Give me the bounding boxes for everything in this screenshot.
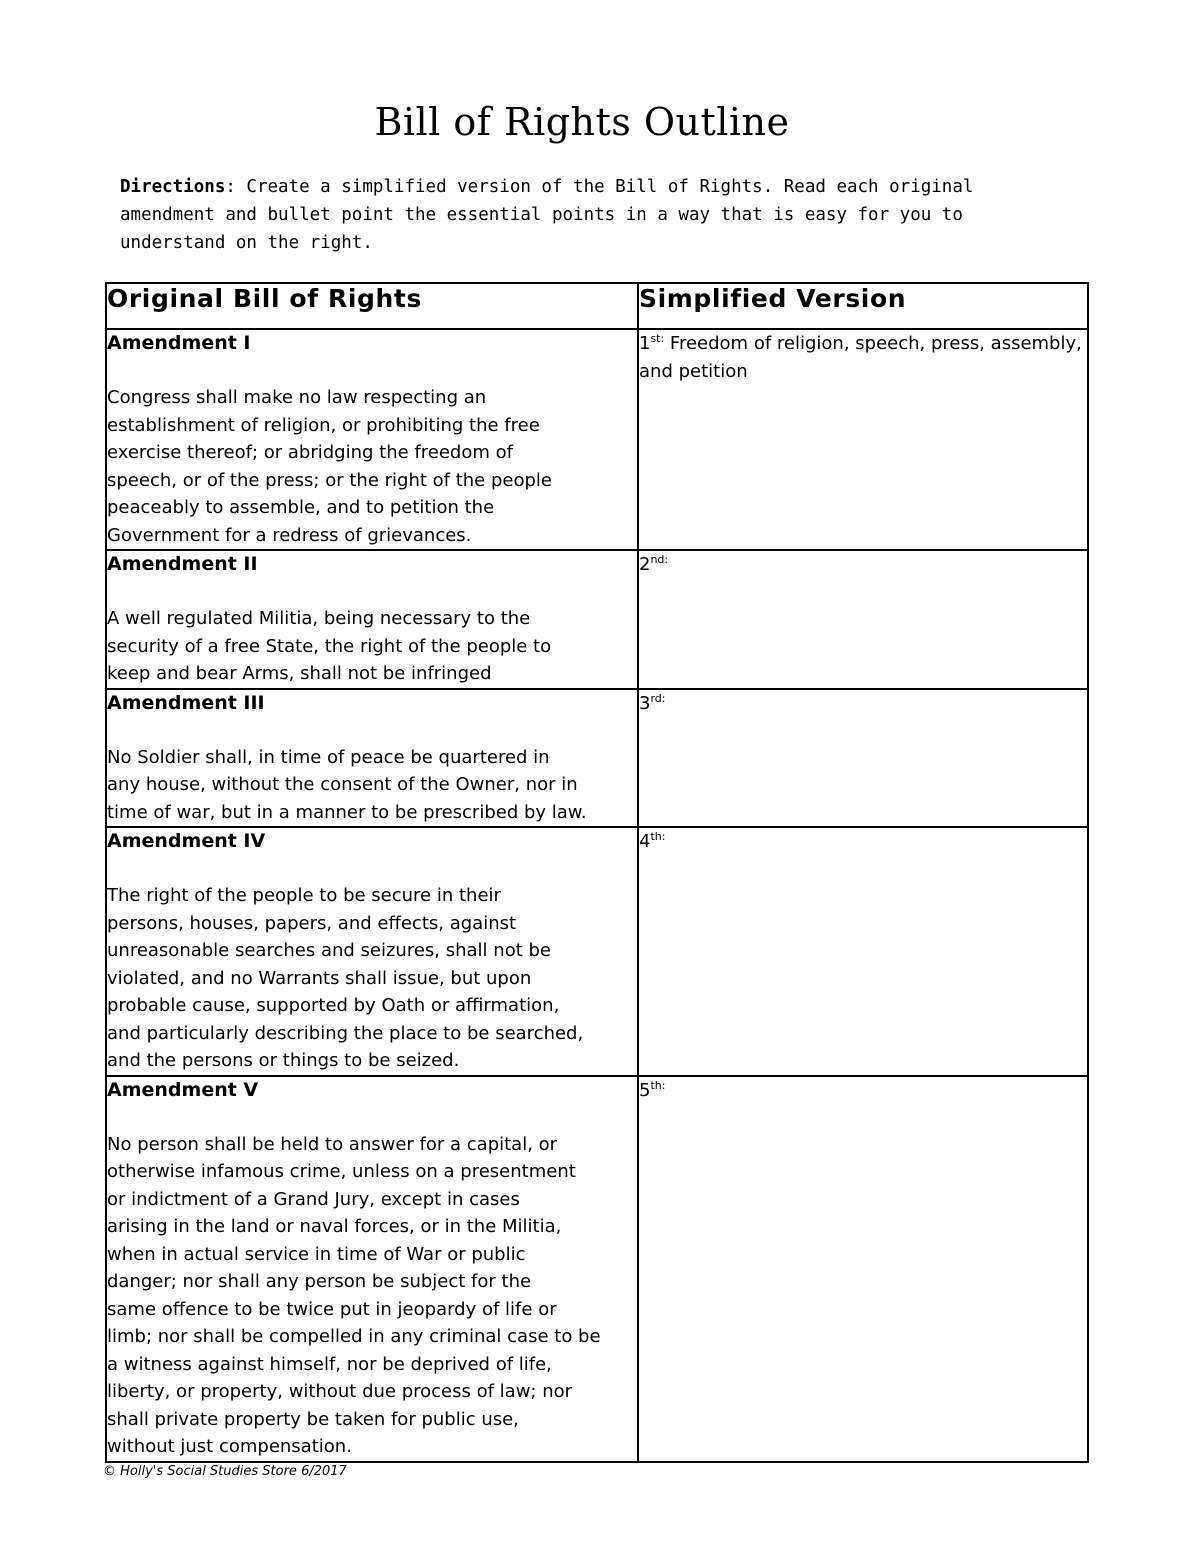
simplified-cell[interactable] xyxy=(638,689,1088,828)
ordinal-suffix: th: xyxy=(650,1078,666,1092)
table-header-row xyxy=(106,283,1088,329)
table-row xyxy=(106,1076,1088,1462)
amendment-title: Amendment II xyxy=(107,553,258,575)
ordinal-suffix: rd: xyxy=(650,691,666,705)
amendment-text: Congress shall make no law respecting an establishment of religion, or prohibiting the free exercise thereof; or abridging the freedom of speech, or of the press; or the right of the people peaceably to assemble, and to petition the Government for a redress of grievances. xyxy=(107,387,552,546)
page-title: Bill of Rights Outline xyxy=(374,100,790,144)
original-cell xyxy=(106,1076,638,1462)
amendment-text: The right of the people to be secure in their persons, houses, papers, and effects, against unreasonable searches and seizures, shall not be violated, and no Warrants shall issue, but upon probable cause, supported by Oath or affirmation, and particularly describing the place to be searched, and the persons or things to be seized. xyxy=(107,885,584,1071)
simplified-cell[interactable] xyxy=(638,550,1088,689)
original-cell xyxy=(106,550,638,689)
amendment-number: 2 xyxy=(639,554,651,575)
header-simplified: Simplified Version xyxy=(638,283,1088,329)
amendment-title: Amendment V xyxy=(107,1078,259,1101)
amendment-title: Amendment IV xyxy=(107,830,266,852)
simplified-cell[interactable] xyxy=(638,827,1088,1076)
table-row xyxy=(106,827,1088,1076)
table-row xyxy=(106,329,1088,550)
ordinal-suffix: nd: xyxy=(650,553,669,566)
amendment-number: 5 xyxy=(639,1079,651,1101)
amendment-title: Amendment III xyxy=(107,691,265,714)
original-cell xyxy=(106,329,638,550)
table-row xyxy=(106,689,1088,828)
amendment-number: 3 xyxy=(639,692,651,714)
bill-of-rights-table xyxy=(105,282,1089,1463)
amendment-text: No Soldier shall, in time of peace be quartered in any house, without the consent of the Owner, nor in time of war, but in a manner to be prescribed by law. xyxy=(107,746,587,823)
directions xyxy=(120,173,1020,257)
ordinal-suffix: st: xyxy=(650,332,665,345)
original-cell xyxy=(106,827,638,1076)
simplified-cell[interactable] xyxy=(638,329,1088,550)
simplified-cell[interactable] xyxy=(638,1076,1088,1462)
ordinal-suffix: th: xyxy=(650,830,666,843)
amendment-number: 1 xyxy=(639,333,651,354)
original-cell xyxy=(106,689,638,828)
table-row xyxy=(106,550,1088,689)
simplified-text: Freedom of religion, speech, press, assembly, and petition xyxy=(639,333,1082,382)
copyright-footer: © Holly's Social Studies Store 6/2017 xyxy=(103,1464,347,1479)
amendment-title: Amendment I xyxy=(107,332,251,354)
directions-label: Directions xyxy=(120,177,226,197)
header-original: Original Bill of Rights xyxy=(106,283,638,329)
directions-text: : Create a simplified version of the Bill of Rights. Read each original amendment and bullet point the essential points in a way that is easy for you to understand on the right. xyxy=(120,177,974,253)
amendment-number: 4 xyxy=(639,831,651,852)
amendment-text: A well regulated Militia, being necessary to the security of a free State, the right of the people to keep and bear Arms, shall not be infringed xyxy=(107,608,552,684)
amendment-text: No person shall be held to answer for a capital, or otherwise infamous crime, unless on a presentment or indictment of a Grand Jury, except in cases arising in the land or naval forces, or in the Militia, when in actual service in time of War or public danger; nor shall any person be subject for the same offence to be twice put in jeopardy of life or limb; nor shall be compelled in any criminal case to be a witness against himself, nor be deprived of life, liberty, or property, without due process of law; nor shall private property be taken for public use, without just compensation. xyxy=(107,1133,601,1457)
